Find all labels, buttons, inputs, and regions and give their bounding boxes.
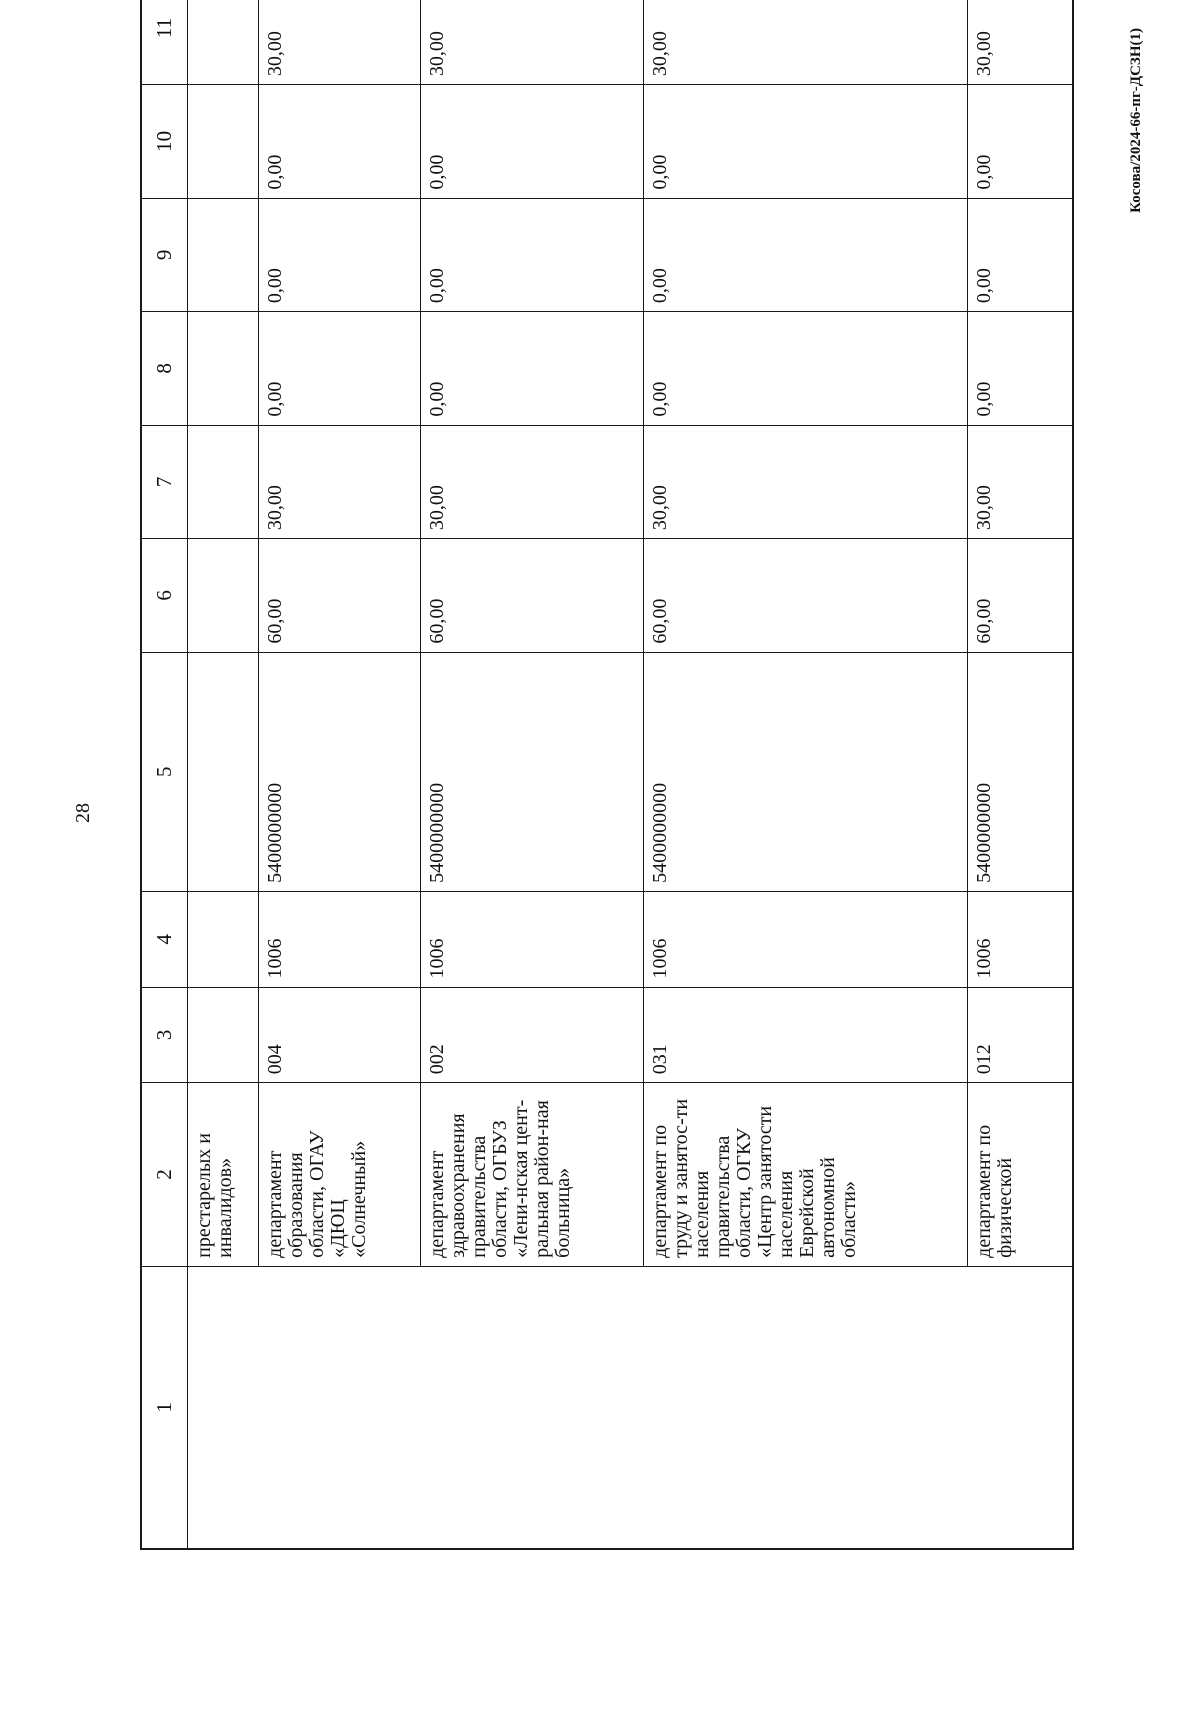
cell-col-4 — [187, 891, 258, 987]
cell-col-8: 0,00 — [420, 312, 643, 426]
column-header: 6 — [141, 539, 187, 653]
column-header: 9 — [141, 198, 187, 312]
cell-col-9 — [187, 198, 258, 312]
executor-cell: престарелых и инвалидов» — [187, 1083, 258, 1267]
cell-col-11: 30,00 — [643, 0, 967, 85]
executor-cell: департамент по физической — [967, 1083, 1073, 1267]
program-cell — [187, 1266, 1073, 1549]
column-header: 4 — [141, 891, 187, 987]
cell-col-8: 0,00 — [643, 312, 967, 426]
cell-col-3: 012 — [967, 987, 1073, 1083]
cell-col-8 — [187, 312, 258, 426]
cell-col-5: 5400000000 — [420, 652, 643, 891]
cell-col-11: 30,00 — [967, 0, 1073, 85]
column-header: 5 — [141, 652, 187, 891]
cell-col-7: 30,00 — [420, 425, 643, 539]
cell-col-9: 0,00 — [967, 198, 1073, 312]
executor-cell: департамент здравоохранения правительства области, ОГБУЗ «Лени-нская цент-ральная район-ная больница» — [420, 1083, 643, 1267]
cell-col-8: 0,00 — [967, 312, 1073, 426]
cell-col-11: 30,00 — [420, 0, 643, 85]
cell-col-5 — [187, 652, 258, 891]
cell-col-6: 60,00 — [643, 539, 967, 653]
cell-col-10 — [187, 85, 258, 199]
cell-col-5: 5400000000 — [643, 652, 967, 891]
cell-col-6: 60,00 — [420, 539, 643, 653]
cell-col-3 — [187, 987, 258, 1083]
cell-col-9: 0,00 — [420, 198, 643, 312]
cell-col-4: 1006 — [258, 891, 420, 987]
cell-col-10: 0,00 — [643, 85, 967, 199]
cell-col-8: 0,00 — [258, 312, 420, 426]
column-header: 7 — [141, 425, 187, 539]
cell-col-10: 0,00 — [967, 85, 1073, 199]
cell-col-5: 5400000000 — [967, 652, 1073, 891]
table-header-row — [141, 0, 187, 1549]
cell-col-3: 002 — [420, 987, 643, 1083]
column-header: 10 — [141, 85, 187, 199]
column-header: 11 — [141, 0, 187, 85]
budget-table — [140, 0, 1074, 1550]
cell-col-11 — [187, 0, 258, 85]
executor-cell: департамент по труду и занятос-ти населения правительства области, ОГКУ «Центр занятости населения Еврейской автономной области» — [643, 1083, 967, 1267]
table-row — [187, 0, 258, 1549]
cell-col-7: 30,00 — [258, 425, 420, 539]
cell-col-10: 0,00 — [420, 85, 643, 199]
cell-col-3: 031 — [643, 987, 967, 1083]
cell-col-9: 0,00 — [258, 198, 420, 312]
cell-col-10: 0,00 — [258, 85, 420, 199]
cell-col-6: 60,00 — [967, 539, 1073, 653]
cell-col-4: 1006 — [967, 891, 1073, 987]
column-header: 8 — [141, 312, 187, 426]
cell-col-6: 60,00 — [258, 539, 420, 653]
cell-col-7: 30,00 — [643, 425, 967, 539]
cell-col-4: 1006 — [420, 891, 643, 987]
executor-cell: департамент образования области, ОГАУ «ДЮЦ «Солнечный» — [258, 1083, 420, 1267]
cell-col-5: 5400000000 — [258, 652, 420, 891]
column-header: 3 — [141, 987, 187, 1083]
cell-col-11: 30,00 — [258, 0, 420, 85]
cell-col-9: 0,00 — [643, 198, 967, 312]
page-number: 28 — [72, 803, 94, 823]
column-header: 1 — [141, 1266, 187, 1549]
cell-col-7 — [187, 425, 258, 539]
cell-col-7: 30,00 — [967, 425, 1073, 539]
cell-col-4: 1006 — [643, 891, 967, 987]
column-header: 2 — [141, 1083, 187, 1267]
cell-col-6 — [187, 539, 258, 653]
document-code: Косова/2024-66-пг-ДСЗН(1) — [1128, 28, 1144, 213]
cell-col-3: 004 — [258, 987, 420, 1083]
